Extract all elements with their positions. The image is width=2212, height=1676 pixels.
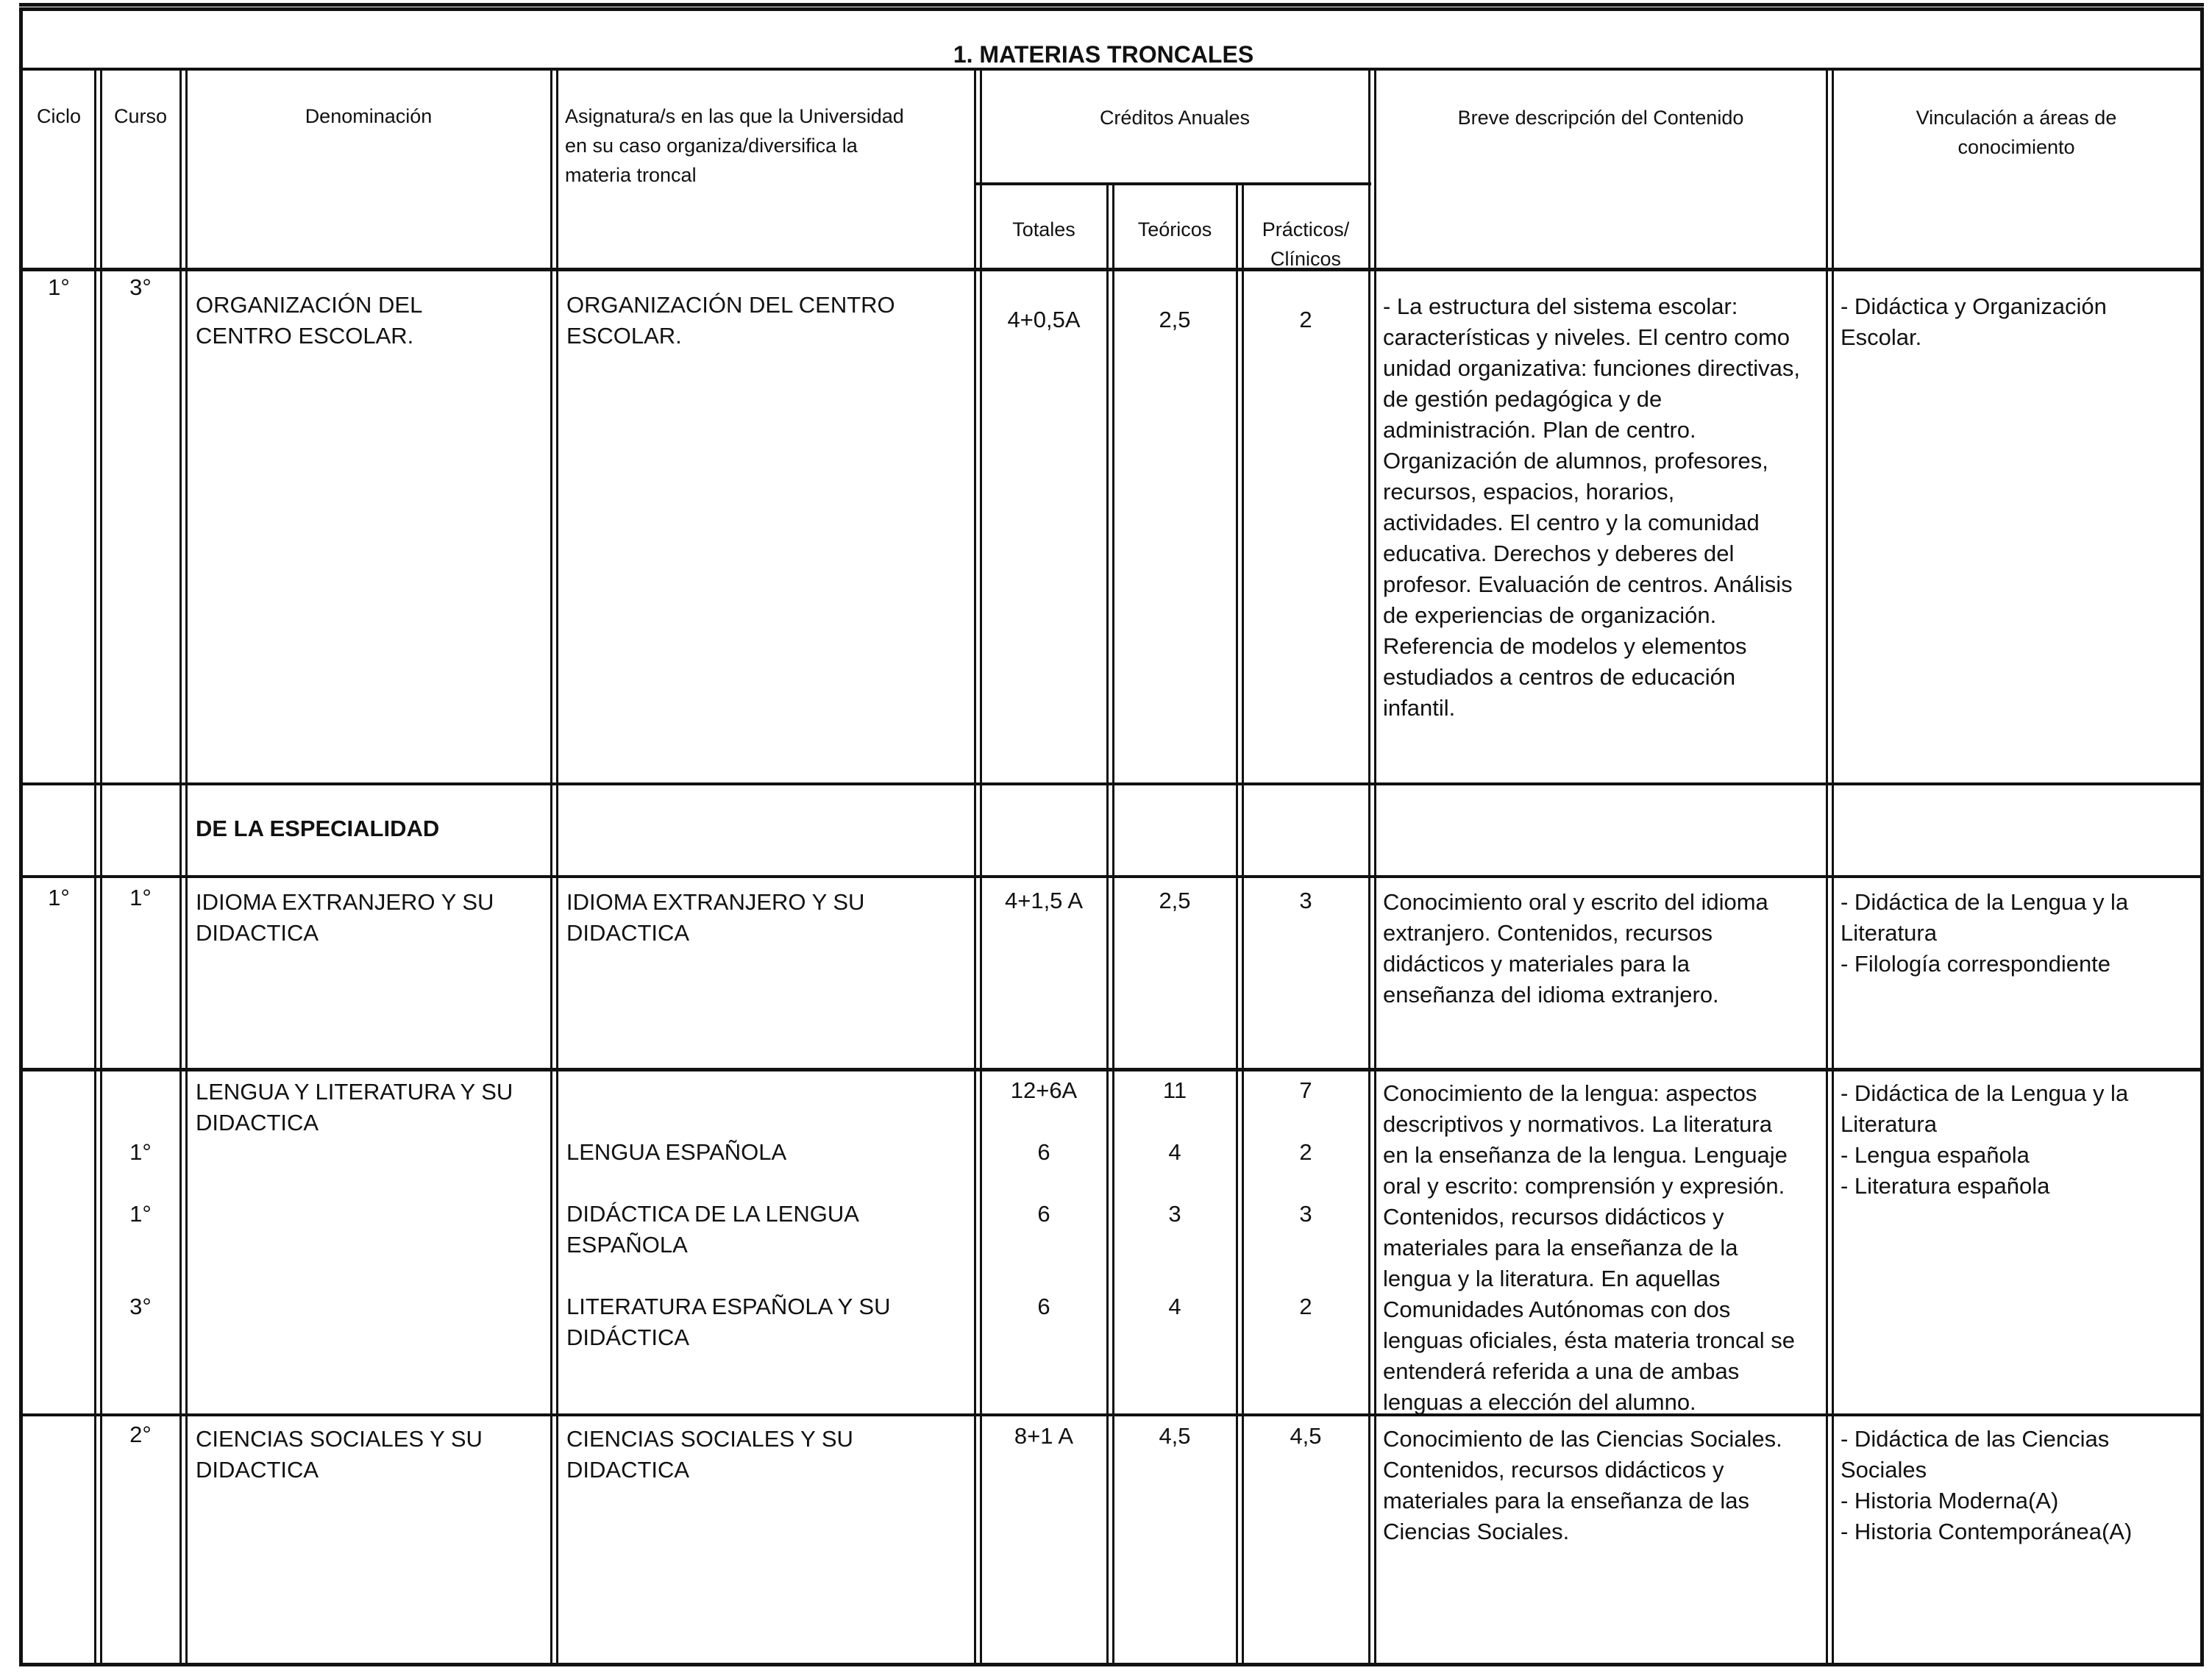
row3-ciclo: 1° (48, 885, 70, 910)
row1-practicos: 2 (1299, 307, 1312, 332)
row3-vinculacion: - Didáctica de la Lengua y la Literatura - Filología correspondiente (1841, 889, 2129, 977)
col-divider-7b (1374, 68, 1376, 1663)
row1-divider (22, 782, 2201, 785)
row4-denominacion: LENGUA Y LITERATURA Y SU DIDACTICA (196, 1079, 513, 1135)
row3-practicos: 3 (1299, 888, 1312, 913)
section-divider (22, 875, 2201, 878)
row5-totales: 8+1 A (1014, 1423, 1074, 1449)
header-asignatura: Asignatura/s en las que la Universidad en su caso organiza/diversifica la materia troncal (565, 105, 904, 186)
row4-divider (22, 1413, 2201, 1416)
row4-vinculacion: - Didáctica de la Lengua y la Literatura - Lengua española - Literatura española (1841, 1080, 2129, 1199)
col-divider-7a (1368, 68, 1370, 1663)
header-vinculacion: Vinculación a áreas de conocimiento (1916, 107, 2117, 158)
col-divider-2b (185, 68, 188, 1663)
col-divider-8a (1826, 68, 1828, 1663)
row3-divider (22, 1068, 2201, 1071)
header-ciclo: Ciclo (36, 105, 81, 127)
row3-teoricos: 2,5 (1159, 888, 1191, 913)
row5-practicos: 4,5 (1290, 1423, 1322, 1449)
row4-sub3-totales: 6 (1037, 1294, 1050, 1319)
row4-sub3-asignatura: LITERATURA ESPAÑOLA Y SU DIDÁCTICA (566, 1294, 891, 1350)
col-divider-5a (1106, 184, 1109, 1663)
col-divider-4b (980, 68, 982, 1663)
row3-denominacion: IDIOMA EXTRANJERO Y SU DIDACTICA (196, 889, 494, 946)
header-creditos: Créditos Anuales (1099, 107, 1251, 129)
table-title: 1. MATERIAS TRONCALES (953, 41, 1254, 68)
row5-teoricos: 4,5 (1159, 1423, 1191, 1449)
row4-descripcion: Conocimiento de la lengua: aspectos descriptivos y normativos. La literatura en la enseñanza de la lengua. Lenguaje oral y escrito: comprensión y expresión. Contenidos, recursos didácticos y materiales para la enseñanza de la lengua y la literatura. En aquellas Comunidades Autónomas con dos lenguas oficiales, ésta materia troncal se entenderá referida a una de ambas lenguas a elección del alumno. (1383, 1080, 1796, 1415)
header-curso: Curso (113, 105, 168, 127)
creditos-subheader-divider (975, 182, 1371, 185)
row4-sub1-asignatura: LENGUA ESPAÑOLA (566, 1139, 787, 1165)
row4-sub1-teoricos: 4 (1168, 1139, 1181, 1165)
col-divider-1a (94, 68, 96, 1663)
row1-curso: 3° (129, 274, 152, 300)
col-divider-5b (1112, 184, 1114, 1663)
row4-sub1-practicos: 2 (1299, 1139, 1312, 1165)
col-divider-6a (1236, 184, 1238, 1663)
row4-sub3-practicos: 2 (1299, 1294, 1312, 1319)
col-divider-3b (556, 68, 558, 1663)
row4-practicos: 7 (1299, 1077, 1312, 1103)
row4-sub2-totales: 6 (1037, 1201, 1050, 1227)
col-divider-1b (100, 68, 102, 1663)
row1-denominacion: ORGANIZACIÓN DEL CENTRO ESCOLAR. (196, 292, 423, 349)
top-border (19, 3, 2204, 7)
header-bottom-divider (22, 268, 2201, 271)
row5-asignatura: CIENCIAS SOCIALES Y SU DIDACTICA (566, 1426, 853, 1483)
row4-sub1-curso: 1° (129, 1139, 152, 1165)
col-divider-8b (1832, 68, 1834, 1663)
row3-descripcion: Conocimiento oral y escrito del idioma extranjero. Contenidos, recursos didácticos y materiales para la enseñanza del idioma extranjero. (1383, 889, 1768, 1008)
row4-sub3-teoricos: 4 (1168, 1294, 1181, 1319)
row1-teoricos: 2,5 (1159, 307, 1191, 332)
row4-teoricos: 11 (1162, 1077, 1187, 1103)
header-descripcion: Breve descripción del Contenido (1457, 107, 1744, 129)
header-denominacion: Denominación (305, 105, 433, 127)
row4-sub2-teoricos: 3 (1168, 1201, 1181, 1227)
row1-vinculacion: - Didáctica y Organización Escolar. (1841, 293, 2107, 350)
row4-sub2-curso: 1° (129, 1201, 152, 1227)
header-teoricos: Teóricos (1137, 218, 1212, 240)
row3-asignatura: IDIOMA EXTRANJERO Y SU DIDACTICA (566, 889, 865, 946)
col-divider-4a (974, 68, 976, 1663)
row3-curso: 1° (129, 885, 152, 910)
row5-curso: 2° (129, 1422, 152, 1447)
row4-totales: 12+6A (1010, 1077, 1078, 1103)
row1-asignatura: ORGANIZACIÓN DEL CENTRO ESCOLAR. (566, 292, 895, 349)
col-divider-3a (550, 68, 552, 1663)
header-totales: Totales (1012, 218, 1075, 240)
row5-vinculacion: - Didáctica de las Ciencias Sociales - Historia Moderna(A) - Historia Contemporánea(A) (1841, 1426, 2133, 1544)
col-divider-6b (1242, 184, 1244, 1663)
section-especialidad: DE LA ESPECIALIDAD (196, 816, 440, 841)
row4-sub2-practicos: 3 (1299, 1201, 1312, 1227)
header-practicos: Prácticos/ Clínicos (1262, 218, 1350, 270)
row4-sub3-curso: 3° (129, 1294, 152, 1319)
row3-totales: 4+1,5 A (1004, 888, 1084, 913)
row5-descripcion: Conocimiento de las Ciencias Sociales. Contenidos, recursos didácticos y materiales para la enseñanza de las Ciencias Sociales. (1383, 1426, 1782, 1544)
row4-sub1-totales: 6 (1037, 1139, 1050, 1165)
col-divider-2a (179, 68, 182, 1663)
row1-totales: 4+0,5A (1007, 307, 1081, 332)
row1-ciclo: 1° (48, 274, 70, 300)
row5-denominacion: CIENCIAS SOCIALES Y SU DIDACTICA (196, 1426, 483, 1483)
row1-descripcion: - La estructura del sistema escolar: características y niveles. El centro como unidad organizativa: funciones directivas, de gestión pedagógica y de administración. Plan de centro. Organización de alumnos, profesores, recursos, espacios, horarios, actividades. El centro y la comunidad educativa. Derechos y deberes del profesor. Evaluación de centros. Análisis de experiencias de organización. Referencia de modelos y elementos estudiados a centros de educación infantil. (1383, 293, 1800, 721)
row4-sub2-asignatura: DIDÁCTICA DE LA LENGUA ESPAÑOLA (566, 1201, 859, 1258)
